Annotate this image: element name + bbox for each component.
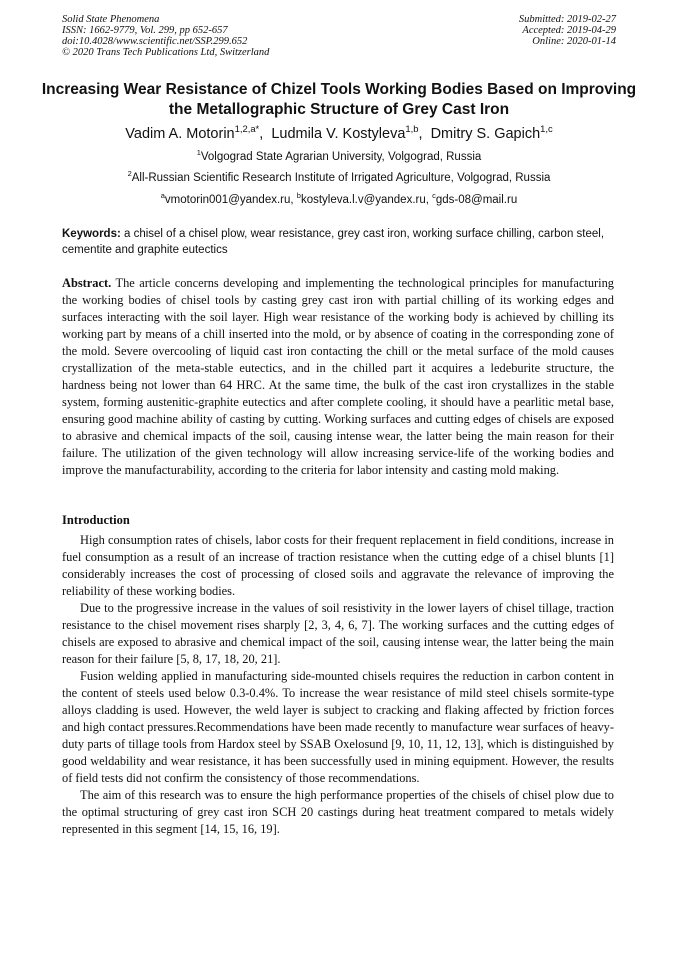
author-superscript: 1,2,a* bbox=[234, 123, 260, 135]
email-superscript: b bbox=[296, 191, 301, 201]
doi-line: doi:10.4028/www.scientific.net/SSP.299.652 bbox=[62, 36, 248, 47]
abstract-label: Abstract. bbox=[62, 276, 112, 290]
issn-line: ISSN: 1662-9779, Vol. 299, pp 652-657 bbox=[62, 25, 228, 36]
copyright-line: © 2020 Trans Tech Publications Ltd, Switzerland bbox=[62, 47, 270, 58]
body-paragraph: High consumption rates of chisels, labor costs for their frequent replacement in field conditions, increase in fuel consumption as a result of an increase of traction resistance when the cutting edge of a chisel blunts [1] considerably increases the cost of processing of closed soils and aggravate the relevance of improving the reliability of these working bodies. bbox=[62, 533, 614, 598]
affiliation-line bbox=[0, 171, 678, 185]
body-paragraph: Fusion welding applied in manufacturing side-mounted chisels requires the reduction in carbon content in the content of steels used below 0.3-0.4%. To increase the wear resistance of mild steel chisels sormite-type alloys cladding is used. However, the weld layer is subject to cracking and flaking affected by friction forces and high contact pressures.Recommendations have been made recently to manufacture wear surfaces of heavy-duty parts of tillage tools from Hardox steel by SSAB Oxelosund [9, 10, 11, 12, 13], which is distinguished by good weldability and wear resistance, it has been successfully used in mining equipment. However, the results of field tests did not confirm the consistency of those recommendations. bbox=[62, 669, 614, 785]
affiliation-superscript: 2 bbox=[127, 169, 132, 179]
abstract-block bbox=[62, 275, 614, 479]
email-superscript: c bbox=[432, 191, 436, 201]
email-address: kostyleva.l.v@yandex.ru bbox=[300, 194, 426, 206]
journal-name: Solid State Phenomena bbox=[62, 14, 160, 25]
keywords-label: Keywords: bbox=[62, 228, 121, 240]
body-paragraph: The aim of this research was to ensure the high performance properties of the chisels of chisel plow due to the optimal structuring of grey cast iron SCH 20 castings during heat treatment compared to metals widely represented in this segment [14, 15, 16, 19]. bbox=[62, 788, 614, 836]
email-superscript: a bbox=[160, 191, 165, 201]
author-list: Vadim A. Motorin$^{1,2,a*}$, Ludmila V. Kostyleva$^{1,b}$, Dmitry S. Gapich$^{1,c}$ bbox=[125, 123, 553, 142]
email-line: $^a$vmotorin001@yandex.ru, $^b$kostyleva.l.v@yandex.ru, $^c$gds-08@mail.ru bbox=[160, 191, 518, 206]
affiliation-text: Volgograd State Agrarian University, Volgograd, Russia bbox=[200, 151, 482, 163]
accepted-date: Accepted: 2019-04-29 bbox=[522, 25, 616, 36]
affiliation-superscript: 1 bbox=[196, 148, 201, 158]
publication-info bbox=[62, 14, 269, 58]
submitted-date: Submitted: 2019-02-27 bbox=[518, 14, 616, 25]
introduction-body bbox=[62, 532, 614, 838]
body-paragraph: Due to the progressive increase in the values of soil resistivity in the lower layers of chisel tillage, traction resistance to the chisel movement rises sharply [2, 3, 4, 6, 7]. The working surfaces and the cutting edges of chisels are exposed to abrasive and chemical impact of the soil, causing intense wear, the latter being the main reason for their failure [5, 8, 17, 18, 20, 21]. bbox=[62, 601, 614, 666]
publication-dates bbox=[519, 14, 616, 47]
email-address: gds-08@mail.ru bbox=[435, 194, 518, 206]
author-name: Vadim A. Motorin bbox=[125, 126, 235, 142]
affiliation-line bbox=[0, 150, 678, 164]
keywords-block bbox=[62, 227, 614, 258]
author-superscript: 1,c bbox=[540, 123, 553, 135]
author-superscript: 1,b bbox=[405, 123, 419, 135]
email-address: vmotorin001@yandex.ru bbox=[164, 194, 291, 206]
affiliation-text: All-Russian Scientific Research Institute of Irrigated Agriculture, Volgograd, Russia bbox=[131, 172, 551, 184]
online-date: Online: 2020-01-14 bbox=[532, 36, 616, 47]
paper-title: Increasing Wear Resistance of Chizel Tools Working Bodies Based on Improving the Metallographic Structure of Grey Cast Iron bbox=[41, 81, 637, 118]
author-name: Ludmila V. Kostyleva bbox=[271, 126, 406, 142]
keywords-text: a chisel of a chisel plow, wear resistance, grey cast iron, working surface chilling, carbon steel, cementite and graphite eutectics bbox=[62, 228, 605, 256]
section-heading-introduction: Introduction bbox=[62, 513, 130, 527]
author-name: Dmitry S. Gapich bbox=[430, 126, 541, 142]
abstract-text: The article concerns developing and implementing the technological principles for manufacturing the working bodies of chisel tools by casting grey cast iron with partial chilling of its working edges and surfaces interacting with the soil layer. High wear resistance of the working body is achieved by chilling its working part by means of a chill inserted into the mold, or by absence of coating in the corresponding zone of the mold. Severe overcooling of liquid cast iron contacting the chill or the metal surface of the mold causes crystallization of the meta-stable eutectics, and in the chilled part it acquires a ledeburite structure, the hardness being not lower than 64 HRC. At the same time, the bulk of the cast iron crystallizes in the stable system, forming austenitic-graphite eutectics and after complete cooling, it should have a pearlitic metal base, ensuring good machine ability of casting by cutting. Working surfaces and cutting edges of chisels are exposed to abrasive and chemical impacts of the soil, causing intense wear, the latter being the main reason for their failure. The utilization of the given technology will allow increasing service-life of the working bodies and improve the manufacturability, according to the criteria for labor intensity and casting mold making. bbox=[62, 276, 614, 477]
